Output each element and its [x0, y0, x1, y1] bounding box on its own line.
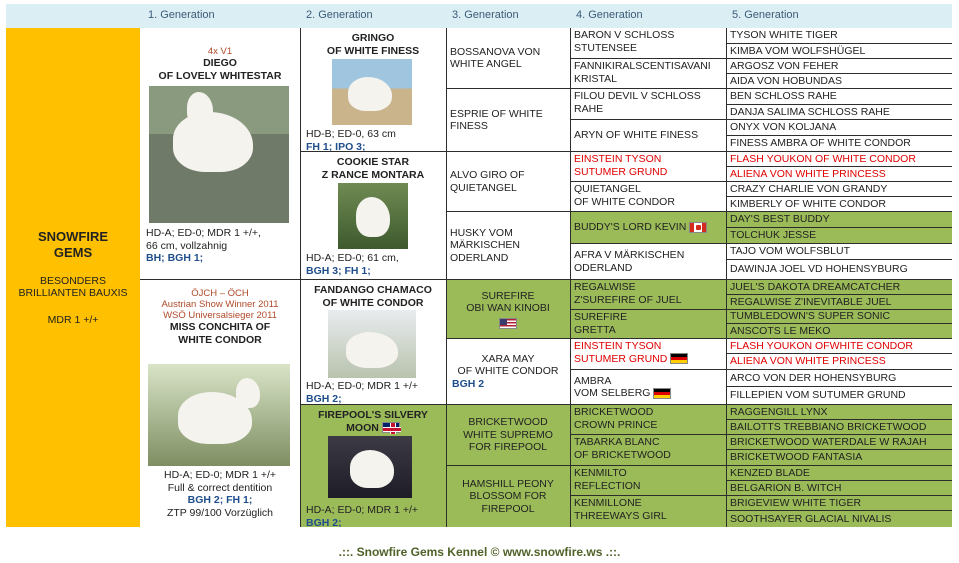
- cookie-titles: BGH 3; FH 1;: [306, 264, 371, 277]
- sire-name-1: DIEGO: [203, 57, 237, 69]
- gen3-cell-5: [446, 339, 570, 405]
- gen4-cell-7: [570, 244, 726, 280]
- gen4-10-line2: SUTUMER GRUND: [574, 352, 668, 365]
- gen5-cell-31: [726, 511, 952, 527]
- dam-extra: ZTP 99/100 Vorzüglich: [166, 506, 274, 519]
- gen5-name-11: KIMBERLY OF WHITE CONDOR: [730, 197, 886, 210]
- gen5-cell-25: [726, 420, 952, 435]
- gen5-name-14: TAJO VOM WOLFSBLUT: [730, 245, 850, 258]
- gen5-cell-15: [726, 260, 952, 280]
- gen3-5-line3: BGH 2: [452, 377, 485, 390]
- gen3-3-line3: ODERLAND: [450, 251, 509, 264]
- gen3-1-line1: ESPRIE OF WHITE: [450, 107, 543, 120]
- firepool-health: HD-A; ED-0; MDR 1 +/+: [306, 504, 419, 516]
- gen5-name-7: FINESS AMBRA OF WHITE CONDOR: [730, 137, 911, 150]
- gen2-gringo-cell: [300, 28, 446, 152]
- gen5-name-29: BELGARION B. WITCH: [730, 481, 842, 494]
- gen5-cell-12: [726, 212, 952, 228]
- gen5-cell-3: [726, 74, 952, 89]
- gen3-4-line2: OBI WAN KINOBI: [466, 302, 550, 314]
- gen4-cell-3: [570, 120, 726, 152]
- gringo-name-1: GRINGO: [351, 32, 395, 44]
- gen5-name-6: ONYX VON KOLJANA: [730, 121, 837, 134]
- gen5-name-25: BAILOTTS TREBBIANO BRICKETWOOD: [730, 420, 927, 433]
- firepool-name-2: MOON: [346, 421, 379, 434]
- sire-name-2: OF LOVELY WHITESTAR: [158, 69, 282, 82]
- gen5-name-23: FILLEPIEN VOM SUTUMER GRUND: [730, 389, 906, 402]
- gen3-cell-2: [446, 152, 570, 212]
- gen3-cell-6: [446, 405, 570, 466]
- gen4-14-line1: KENMILTO: [574, 467, 627, 479]
- gen5-name-31: SOOTHSAYER GLACIAL NIVALIS: [730, 512, 892, 525]
- firepool-name-1: FIREPOOL'S SILVERY: [318, 409, 428, 421]
- gen5-cell-11: [726, 197, 952, 212]
- gringo-health: HD-B; ED-0, 63 cm: [306, 128, 396, 140]
- gen3-cell-3: [446, 212, 570, 280]
- fandango-titles: BGH 2;: [306, 392, 342, 405]
- fandango-name-1: FANDANGO CHAMACO: [314, 284, 432, 296]
- gen5-name-12: DAY'S BEST BUDDY: [730, 213, 830, 226]
- dam-health-1: HD-A; ED-0; MDR 1 +/+: [163, 469, 277, 481]
- gen3-7-line2: BLOSSOM FOR: [469, 490, 547, 503]
- gen4-12-line2: CROWN PRINCE: [574, 418, 658, 431]
- gen5-name-22: ARCO VON DER HOHENSYBURG: [730, 371, 897, 384]
- gen5-name-4: BEN SCHLOSS RAHE: [730, 90, 837, 103]
- gen4-cell-5: [570, 182, 726, 212]
- divider: [726, 28, 727, 527]
- gen4-cell-10: [570, 339, 726, 370]
- gen5-cell-10: [726, 182, 952, 197]
- dam-title-1: ÖJCH – ÖCH: [191, 288, 249, 299]
- gen4-cell-11: [570, 370, 726, 405]
- gen5-name-27: BRICKETWOOD FANTASIA: [730, 451, 863, 464]
- gen2-firepool-cell: [300, 405, 446, 527]
- divider: [570, 28, 571, 527]
- sire-health-2: 66 cm, vollzahnig: [146, 239, 228, 252]
- firepool-photo: [328, 436, 412, 498]
- gen5-cell-28: [726, 466, 952, 481]
- gen4-11-line2: VOM SELBERG: [574, 387, 651, 399]
- gen2-cookie-cell: [300, 152, 446, 280]
- gen3-cell-1: [446, 89, 570, 152]
- gringo-name-2: OF WHITE FINESS: [326, 44, 420, 57]
- fandango-photo: [328, 310, 416, 378]
- header-gen1: 1. Generation: [148, 9, 215, 21]
- canada-flag-icon: [689, 222, 707, 233]
- gen5-cell-16: [726, 280, 952, 295]
- gen5-name-13: TOLCHUK JESSE: [730, 229, 817, 242]
- gen5-name-28: KENZED BLADE: [730, 466, 810, 479]
- germany-flag-icon: [653, 388, 671, 399]
- dam-health-2: Full & correct dentition: [167, 481, 273, 494]
- gen1-dam-cell: [140, 280, 300, 527]
- gen5-name-30: BRIGEVIEW WHITE TIGER: [730, 496, 862, 509]
- gen5-cell-14: [726, 244, 952, 260]
- gen4-cell-8: [570, 280, 726, 310]
- gen5-name-17: REGALWISE Z'INEVITABLE JUEL: [730, 295, 892, 308]
- gen5-name-9: ALIENA VON WHITE PRINCESS: [730, 167, 886, 180]
- gen3-7-line1: HAMSHILL PEONY: [462, 477, 554, 490]
- gen5-cell-0: [726, 28, 952, 44]
- fandango-name-2: OF WHITE CONDOR: [322, 296, 424, 309]
- dam-title-3: WSÖ Universalsieger 2011: [163, 310, 277, 321]
- pedigree-table: [6, 4, 952, 527]
- gen3-cell-4: [446, 280, 570, 339]
- gen4-7-line1: AFRA V MÄRKISCHEN: [574, 249, 685, 261]
- gen5-cell-1: [726, 44, 952, 59]
- gringo-photo: [332, 59, 412, 125]
- gen3-2-line2: QUIETANGEL: [450, 181, 517, 194]
- gen4-cell-9: [570, 310, 726, 339]
- gen3-1-line2: FINESS: [450, 120, 488, 132]
- cookie-photo: [338, 183, 408, 249]
- gen5-name-3: AIDA VON HOBUNDAS: [730, 74, 843, 87]
- gen4-cell-1: [570, 59, 726, 89]
- gen4-9-line2: GRETTA: [574, 323, 616, 336]
- dam-titles: BGH 2; FH 1;: [187, 494, 253, 506]
- subject-desc-1: BESONDERS: [40, 274, 106, 287]
- gen3-cell-0: [446, 28, 570, 89]
- gen5-cell-19: [726, 324, 952, 339]
- gen5-name-10: CRAZY CHARLIE VON GRANDY: [730, 182, 888, 195]
- dam-photo: [148, 364, 290, 466]
- gen5-cell-20: [726, 339, 952, 354]
- header-gen5: 5. Generation: [732, 9, 799, 21]
- gen3-4-line1: SUREFIRE: [481, 289, 535, 302]
- uk-flag-icon: [382, 422, 400, 433]
- fandango-health: HD-A; ED-0; MDR 1 +/+: [306, 380, 419, 392]
- gen5-cell-21: [726, 354, 952, 370]
- cookie-name-1: COOKIE STAR: [336, 156, 410, 168]
- gen5-cell-2: [726, 59, 952, 74]
- divider: [446, 28, 447, 527]
- gen5-cell-24: [726, 405, 952, 420]
- gen4-9-line1: SUREFIRE: [574, 311, 628, 323]
- header-gen2: 2. Generation: [306, 9, 373, 21]
- gen4-cell-13: [570, 435, 726, 466]
- gen5-name-1: KIMBA VOM WOLFSHÜGEL: [730, 44, 866, 57]
- gen4-11-line1: AMBRA: [574, 374, 612, 387]
- gringo-titles: FH 1; IPO 3;: [306, 140, 366, 152]
- divider: [300, 28, 301, 527]
- subject-desc-2: BRILLIANTEN BAUXIS: [18, 287, 128, 300]
- gen5-cell-5: [726, 105, 952, 120]
- sire-titles: BH; BGH 1;: [146, 252, 204, 264]
- gen5-cell-18: [726, 310, 952, 324]
- gen4-1-line1: FANNIKIRALSCENTISAVANI: [574, 60, 711, 72]
- gen3-3-line1: HUSKY VOM: [450, 226, 513, 239]
- sire-health-1: HD-A; ED-0; MDR 1 +/+,: [146, 227, 261, 239]
- gen4-7-line2: ODERLAND: [574, 261, 633, 274]
- gen5-name-26: BRICKETWOOD WATERDALE W RAJAH: [730, 435, 927, 448]
- gen1-sire-cell: [140, 28, 300, 280]
- dam-name-1: MISS CONCHITA OF: [169, 321, 271, 333]
- gen5-cell-4: [726, 89, 952, 105]
- dam-title-2: Austrian Show Winner 2011: [161, 299, 279, 310]
- gen5-cell-22: [726, 370, 952, 387]
- germany-flag-icon: [670, 353, 688, 364]
- gen3-7-line3: FIREPOOL: [481, 502, 535, 515]
- subject-cell: [6, 28, 140, 527]
- gen5-name-20: FLASH YOUKON OFWHITE CONDOR: [730, 339, 913, 352]
- gen4-10-line1: EINSTEIN TYSON: [574, 340, 662, 352]
- gen3-0-line2: WHITE ANGEL: [450, 58, 522, 70]
- firepool-titles: BGH 2;: [306, 516, 342, 527]
- gen5-cell-9: [726, 167, 952, 182]
- sire-title: 4x V1: [207, 46, 233, 57]
- gen4-15-line2: THREEWAYS GIRL: [574, 509, 667, 522]
- gen4-cell-14: [570, 466, 726, 496]
- gen4-4-line1: EINSTEIN TYSON: [574, 153, 662, 165]
- gen4-4-line2: SUTUMER GRUND: [574, 165, 668, 178]
- gen5-name-18: TUMBLEDOWN'S SUPER SONIC: [730, 310, 891, 323]
- gen4-cell-15: [570, 496, 726, 527]
- gen5-name-2: ARGOSZ VON FEHER: [730, 59, 839, 72]
- gen4-8-line1: REGALWISE: [574, 281, 636, 293]
- gen3-5-line2: OF WHITE CONDOR: [457, 365, 559, 378]
- gen5-name-5: DANJA SALIMA SCHLOSS RAHE: [730, 105, 890, 118]
- gen5-cell-29: [726, 481, 952, 496]
- gen4-15-line1: KENMILLONE: [574, 497, 642, 509]
- gen2-fandango-cell: [300, 280, 446, 405]
- gen4-6-line1: BUDDY'S LORD KEVIN: [574, 221, 687, 234]
- gen5-cell-8: [726, 152, 952, 167]
- gen3-6-line2: WHITE SUPREMO: [463, 428, 553, 441]
- gen4-cell-0: [570, 28, 726, 59]
- us-flag-icon: [499, 318, 517, 329]
- gen4-5-line2: OF WHITE CONDOR: [574, 195, 675, 208]
- header-gen4: 4. Generation: [576, 9, 643, 21]
- gen3-5-line1: XARA MAY: [481, 352, 535, 365]
- gen4-2-line2: RAHE: [574, 102, 604, 115]
- gen5-cell-27: [726, 450, 952, 466]
- gen4-12-line1: BRICKETWOOD: [574, 406, 654, 418]
- gen5-name-8: FLASH YOUKON OF WHITE CONDOR: [730, 152, 916, 165]
- gen4-0-line1: BARON V SCHLOSS: [574, 29, 675, 41]
- subject-name-1: SNOWFIRE: [37, 228, 109, 244]
- gen3-0-line1: BOSSANOVA VON: [450, 45, 541, 58]
- subject-name-2: GEMS: [53, 244, 93, 260]
- gen4-cell-12: [570, 405, 726, 435]
- gen4-2-line1: FILOU DEVIL V SCHLOSS: [574, 90, 701, 102]
- gen4-1-line2: KRISTAL: [574, 72, 617, 85]
- subject-health: MDR 1 +/+: [47, 313, 99, 326]
- gen5-name-16: JUEL'S DAKOTA DREAMCATCHER: [730, 280, 901, 293]
- gen5-cell-17: [726, 295, 952, 310]
- gen3-3-line2: MÄRKISCHEN: [450, 239, 521, 252]
- header-gen3: 3. Generation: [452, 9, 519, 21]
- gen3-6-line3: FOR FIREPOOL: [468, 441, 548, 454]
- gen5-cell-7: [726, 136, 952, 152]
- gen4-13-line1: TABARKA BLANC: [574, 436, 660, 448]
- gen5-cell-23: [726, 387, 952, 405]
- gen5-cell-26: [726, 435, 952, 450]
- gen5-name-15: DAWINJA JOEL VD HOHENSYBURG: [730, 263, 908, 276]
- gen4-cell-6: [570, 212, 726, 244]
- gen5-name-0: TYSON WHITE TIGER: [730, 29, 838, 42]
- gen3-cell-7: [446, 466, 570, 527]
- gen4-13-line2: OF BRICKETWOOD: [574, 448, 671, 461]
- gen4-0-line2: STUTENSEE: [574, 41, 638, 54]
- gen4-cell-4: [570, 152, 726, 182]
- cookie-health: HD-A; ED-0; 61 cm,: [306, 252, 399, 264]
- gen4-cell-2: [570, 89, 726, 120]
- gen4-3-line1: ARYN OF WHITE FINESS: [574, 129, 699, 142]
- gen4-14-line2: REFLECTION: [574, 479, 641, 492]
- sire-photo: [149, 86, 289, 223]
- footer-credit: .::. Snowfire Gems Kennel © www.snowfire.ws .::.: [338, 545, 621, 559]
- gen5-cell-13: [726, 228, 952, 244]
- dam-name-2: WHITE CONDOR: [178, 333, 262, 346]
- gen3-6-line1: BRICKETWOOD: [468, 416, 548, 429]
- gen5-cell-30: [726, 496, 952, 511]
- gen4-8-line2: Z'SUREFIRE OF JUEL: [574, 293, 682, 306]
- cookie-name-2: Z RANCE MONTARA: [321, 168, 425, 181]
- gen3-2-line1: ALVO GIRO OF: [450, 169, 525, 181]
- gen5-name-21: ALIENA VON WHITE PRINCESS: [730, 355, 886, 368]
- gen5-name-19: ANSCOTS LE MEKO: [730, 324, 831, 337]
- gen4-5-line1: QUIETANGEL: [574, 183, 641, 195]
- gen5-name-24: RAGGENGILL LYNX: [730, 405, 828, 418]
- gen5-cell-6: [726, 120, 952, 136]
